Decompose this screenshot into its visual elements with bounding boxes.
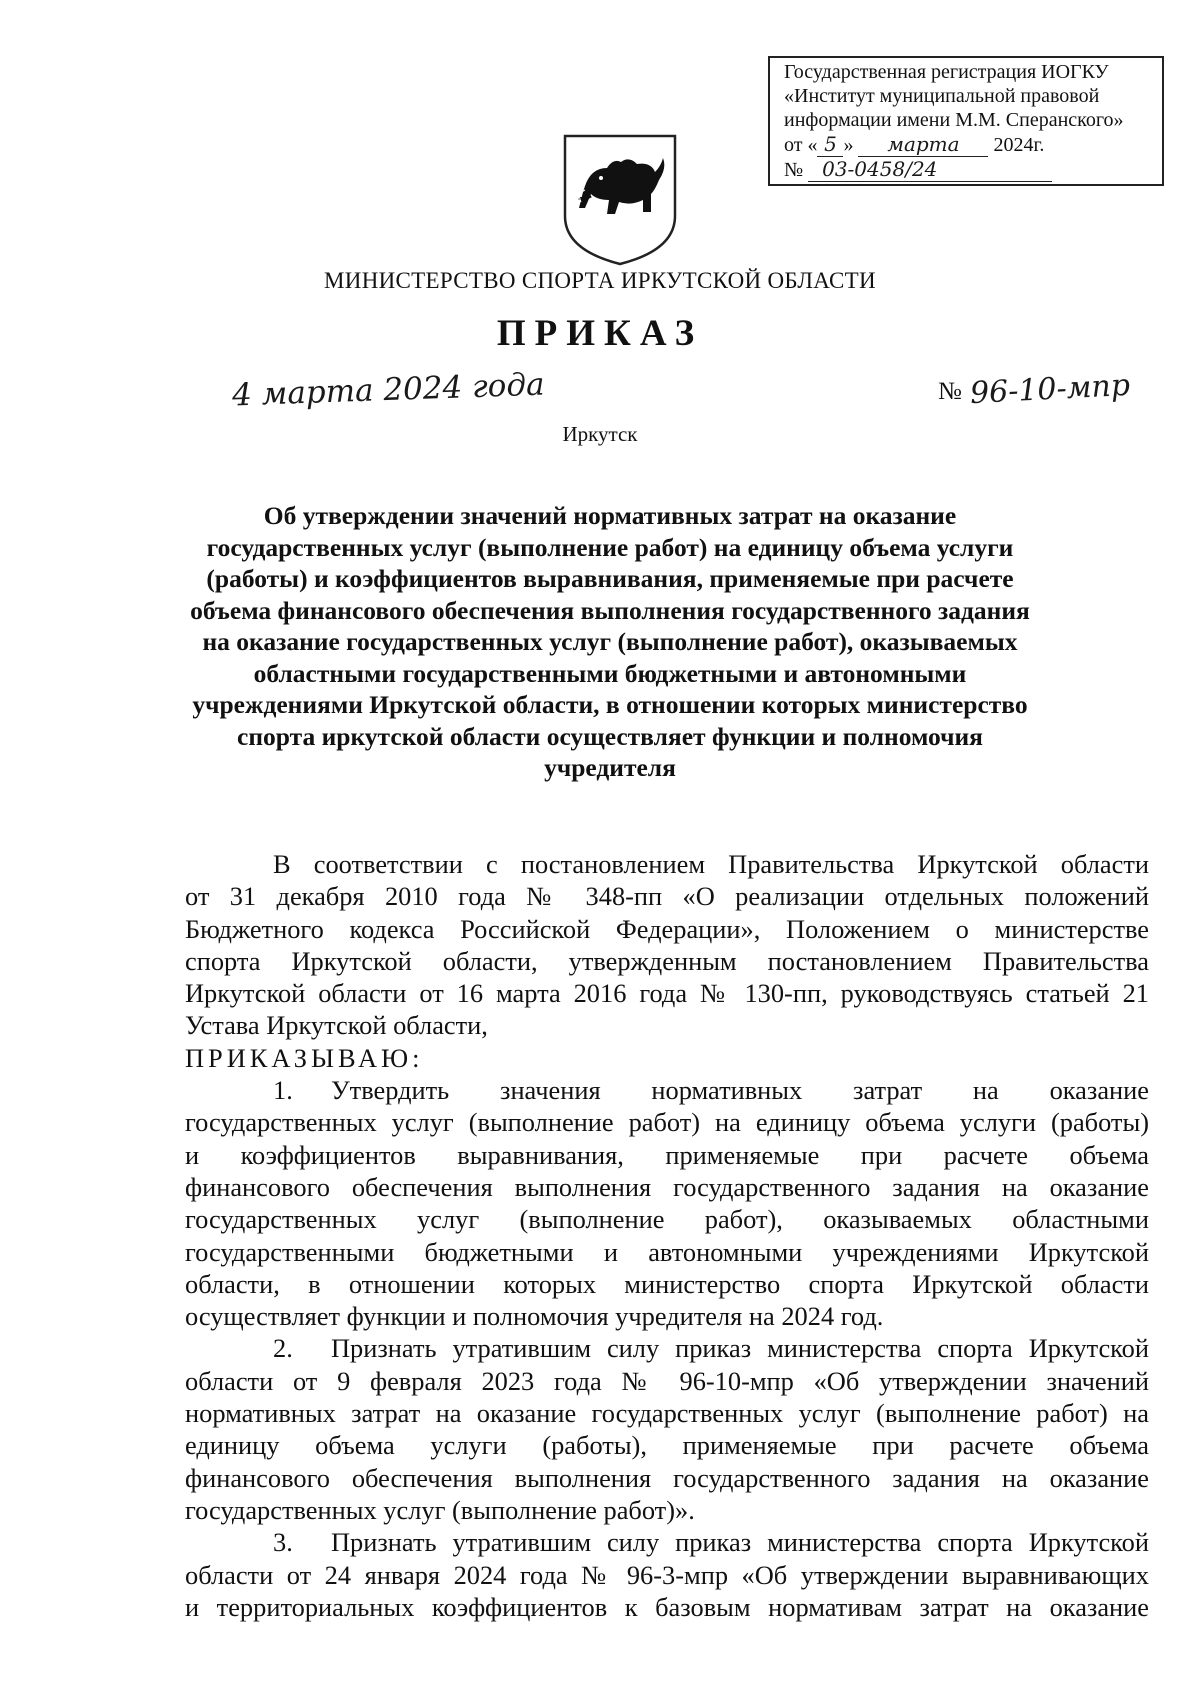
preamble-line: Бюджетного кодекса Российской Федерации», Положением о министерстве <box>185 913 1149 944</box>
item-line: осуществляет функции и полномочия учредителя на 2024 год. <box>185 1301 884 1332</box>
order-word: ПРИКАЗЫВАЮ: <box>185 1042 424 1073</box>
item-line: государственных услуг (выполнение работ) на единицу объема услуги (работы) <box>185 1107 1149 1138</box>
item-line: государственных услуг (выполнение работ)». <box>185 1494 695 1525</box>
title-line: государственных услуг (выполнение работ) на единицу объема услуги <box>206 532 1014 562</box>
order-number-label: № <box>938 378 962 405</box>
preamble-line: Иркутской области от 16 марта 2016 года № 130-пп, руководствуясь статьей 21 <box>185 978 1149 1009</box>
title-line: на оказание государственных услуг (выполнение работ), оказываемых <box>202 627 1018 656</box>
title-line: Об утверждении значений нормативных затрат на оказание <box>263 501 957 530</box>
item-line: финансового обеспечения выполнения государственного задания на оказание <box>185 1171 1149 1202</box>
document-title <box>180 500 1040 784</box>
stamp-date: от « 5 » марта 2024г. <box>784 132 1045 156</box>
title-line: объема финансового обеспечения выполнения государственного задания <box>190 595 1030 625</box>
item-line: и территориальных коэффициентов к базовым нормативам затрат на оказание <box>185 1591 1149 1622</box>
stamp-line: информации имени М.М. Сперанского» <box>784 109 1124 131</box>
stamp-line: Государственная регистрация ИОГКУ <box>784 61 1109 83</box>
handwritten-date: 4 марта 2024 года <box>231 366 546 414</box>
preamble-line: от 31 декабря 2010 года № 348-пп «О реализации отдельных положений <box>185 881 1149 912</box>
item-line: области от 24 января 2024 года № 96-3-мпр «Об утверждении выравнивающих <box>185 1559 1149 1590</box>
stamp-day: 5 <box>817 132 843 157</box>
city: Иркутск <box>562 422 638 446</box>
stamp-number-value: 03-0458/24 <box>808 157 1052 182</box>
ministry-name: МИНИСТЕРСТВО СПОРТА ИРКУТСКОЙ ОБЛАСТИ <box>324 268 876 293</box>
order-heading: ПРИКАЗ <box>496 313 704 354</box>
stamp-month: марта <box>858 132 988 157</box>
stamp-number: № 03-0458/24 <box>784 157 1156 182</box>
handwritten-number: 96-10-мпр <box>969 367 1131 412</box>
preamble-line: Устава Иркутской области, <box>185 1010 488 1041</box>
coat-of-arms-icon <box>555 128 685 268</box>
item-1-first-line: 1. Утвердить значения нормативных затрат на оказание <box>273 1075 1149 1106</box>
item-line: государственных услуг (выполнение работ), оказываемых областными <box>185 1204 1149 1235</box>
registration-stamp <box>768 56 1164 186</box>
title-line: областными государственными бюджетными и автономными <box>253 658 967 688</box>
item-line: и коэффициентов выравнивания, применяемые при расчете объема <box>185 1139 1149 1170</box>
item-line: нормативных затрат на оказание государственных услуг (выполнение работ) на <box>185 1398 1149 1429</box>
item-line: финансового обеспечения выполнения государственного задания на оказание <box>185 1462 1149 1493</box>
document-body <box>185 848 1149 1623</box>
preamble-line: В соответствии с постановлением Правительства Иркутской области <box>273 849 1149 879</box>
item-line: области от 9 февраля 2023 года № 96-10-мпр «Об утверждении значений <box>185 1365 1149 1396</box>
item-3-first-line: 3. Признать утратившим силу приказ министерства спорта Иркутской <box>273 1527 1149 1558</box>
title-line: учреждениями Иркутской области, в отношении которых министерство <box>192 690 1028 719</box>
title-line: спорта иркутской области осуществляет функции и полномочия <box>237 721 983 751</box>
item-2-first-line: 2. Признать утратившим силу приказ министерства спорта Иркутской <box>273 1333 1149 1364</box>
item-line: единицу объема услуги (работы), применяемые при расчете объема <box>185 1430 1149 1461</box>
item-line: области, в отношении которых министерство спорта Иркутской области <box>185 1268 1149 1299</box>
title-line: учредителя <box>544 753 676 782</box>
item-line: государственными бюджетными и автономными учреждениями Иркутской <box>185 1236 1149 1267</box>
stamp-line: «Институт муниципальной правовой <box>784 85 1100 107</box>
title-line: (работы) и коэффициентов выравнивания, применяемые при расчете <box>206 564 1014 593</box>
preamble-line: спорта Иркутской области, утвержденным постановлением Правительства <box>185 945 1149 976</box>
